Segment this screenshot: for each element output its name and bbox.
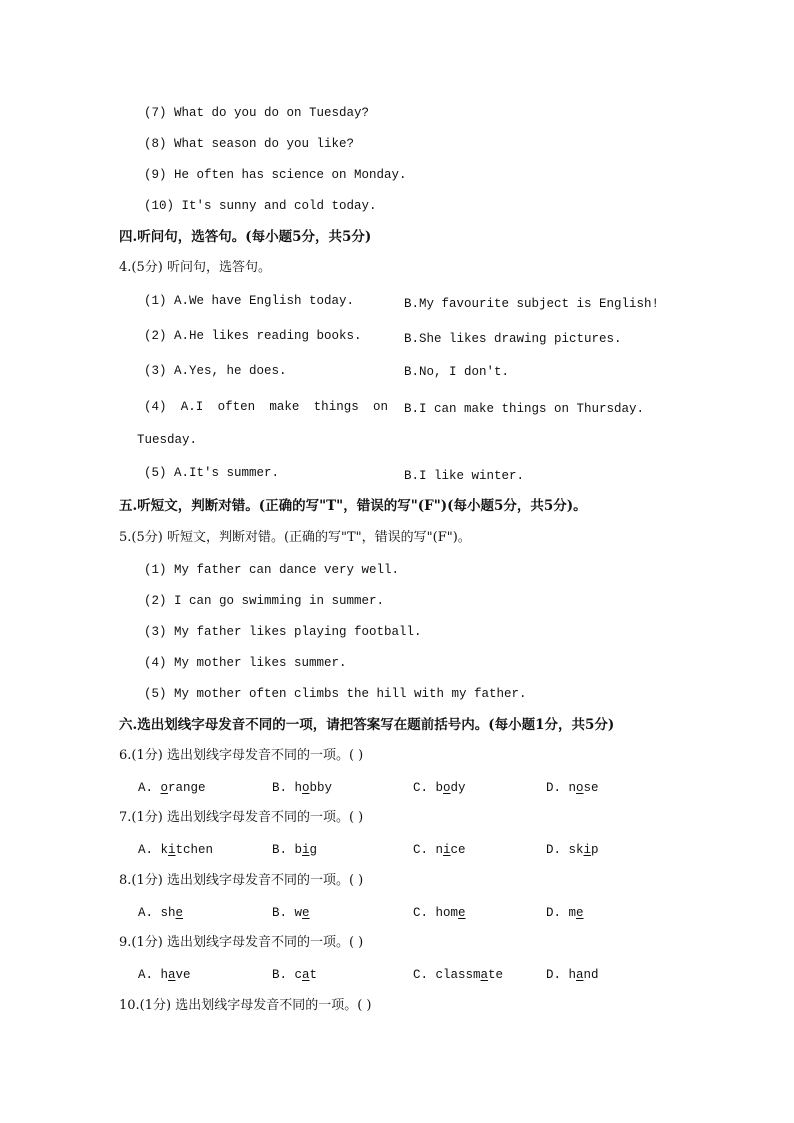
option-b: B. hobby	[272, 781, 333, 795]
underlined-letter: o	[160, 781, 169, 795]
underlined-letter: i	[168, 843, 176, 857]
option-b: B. big	[272, 843, 318, 857]
option-d: D. nose	[546, 781, 599, 795]
underlined-letter: i	[583, 843, 592, 857]
question-7-stem: 7.(1分) 选出划线字母发音不同的一项。( )	[119, 810, 364, 825]
q4-item-2-option-a: (2) A.He likes reading books.	[144, 329, 362, 343]
q4-item-5-option-b: B.I like winter.	[404, 469, 525, 483]
question-8-stem: 8.(1分) 选出划线字母发音不同的一项。( )	[119, 873, 364, 888]
underlined-letter: i	[443, 843, 451, 857]
option-a: A. orange	[138, 781, 206, 795]
underlined-letter: a	[480, 968, 489, 982]
q4-item-1-option-a: (1) A.We have English today.	[144, 294, 355, 308]
section-4-heading: 四.听问句，选答句。(每小题5分，共5分)	[119, 229, 372, 245]
option-c: C. home	[413, 906, 466, 920]
section-6-heading: 六.选出划线字母发音不同的一项，请把答案写在题前括号内。(每小题1分，共5分)	[119, 717, 615, 733]
q4-item-4-option-b: B.I can make things on Thursday.	[404, 402, 645, 416]
option-c: C. body	[413, 781, 466, 795]
section-5-heading: 五.听短文，判断对错。(正确的写"T"，错误的写"(F")(每小题5分，共5分)。	[119, 498, 587, 514]
underlined-letter: e	[458, 906, 466, 920]
q4-item-4-option-a	[144, 398, 388, 416]
question-5-stem: 5.(5分) 听短文，判断对错。(正确的写"T"，错误的写"(F")。	[119, 530, 471, 545]
underlined-letter: a	[168, 968, 176, 982]
listening-item-9: (9) He often has science on Monday.	[144, 168, 407, 182]
option-b: B. cat	[272, 968, 318, 982]
underlined-letter: o	[302, 781, 310, 795]
q5-statement-5: (5) My mother often climbs the hill with my father.	[144, 687, 527, 701]
option-d: D. me	[546, 906, 584, 920]
q5-statement-2: (2) I can go swimming in summer.	[144, 594, 385, 608]
q5-statement-3: (3) My father likes playing football.	[144, 625, 422, 639]
underlined-letter: i	[302, 843, 310, 857]
q4-item-4-option-a-continued: Tuesday.	[137, 433, 198, 447]
option-a: A. kitchen	[138, 843, 214, 857]
q5-statement-4: (4) My mother likes summer.	[144, 656, 347, 670]
underlined-letter: o	[443, 781, 451, 795]
option-d: D. skip	[546, 843, 599, 857]
underlined-letter: o	[576, 781, 584, 795]
option-a: A. have	[138, 968, 191, 982]
option-a: A. she	[138, 906, 184, 920]
q4-item-3-option-a: (3) A.Yes, he does.	[144, 364, 287, 378]
option-d: D. hand	[546, 968, 599, 982]
q4-item-1-option-b: B.My favourite subject is English!	[404, 297, 660, 311]
q4-item-4-option-a-text: (4) A.I often make things on	[144, 400, 388, 414]
question-4-stem: 4.(5分) 听问句，选答句。	[119, 260, 271, 275]
option-b: B. we	[272, 906, 310, 920]
listening-item-7: (7) What do you do on Tuesday?	[144, 106, 370, 120]
underlined-letter: a	[576, 968, 584, 982]
question-9-stem: 9.(1分) 选出划线字母发音不同的一项。( )	[119, 935, 364, 950]
underlined-letter: e	[175, 906, 184, 920]
question-10-stem: 10.(1分) 选出划线字母发音不同的一项。( )	[119, 998, 372, 1013]
q4-item-5-option-a: (5) A.It's summer.	[144, 466, 280, 480]
q4-item-3-option-b: B.No, I don't.	[404, 365, 510, 379]
question-6-stem: 6.(1分) 选出划线字母发音不同的一项。( )	[119, 748, 364, 763]
q4-item-2-option-b: B.She likes drawing pictures.	[404, 332, 622, 346]
q5-statement-1: (1) My father can dance very well.	[144, 563, 400, 577]
underlined-letter: a	[302, 968, 310, 982]
listening-item-8: (8) What season do you like?	[144, 137, 355, 151]
option-c: C. nice	[413, 843, 466, 857]
underlined-letter: e	[576, 906, 584, 920]
option-c: C. classmate	[413, 968, 504, 982]
underlined-letter: e	[302, 906, 310, 920]
listening-item-10: (10) It's sunny and cold today.	[144, 199, 377, 213]
